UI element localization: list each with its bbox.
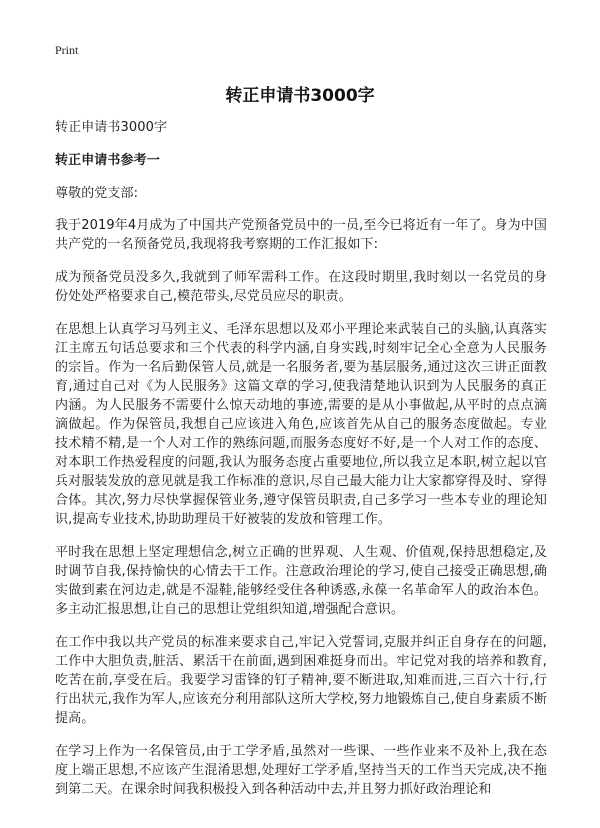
- body-paragraph: 在学习上作为一名保管员,由于工学矛盾,虽然对一些课、一些作业来不及补上,我在态度上端正思想,不应该产生混淆思想,处理好工学矛盾,坚持当天的工作当天完成,决不拖到第二天。在课余时间我积极投入到各种活动中去,并且努力抓好政治理论和: [55, 744, 547, 797]
- body-paragraph: 在工作中我以共产党员的标准来要求自己,牢记入党誓词,克服并纠正自身存在的问题,工作中大胆负责,脏活、累活干在前面,遇到困难挺身而出。牢记党对我的培养和教育,吃苦在前,享受在后。我要学习雷锋的钉子精神,要不断进取,知难而进,三百六十行,行行出状元,我作为军人,应该充分利用部队这所大学校,努力地锻炼自己,使自身素质不断提高。: [55, 635, 547, 726]
- body-paragraph: 成为预备党员没多久,我就到了师军需科工作。在这段时期里,我时刻以一名党员的身份处处严格要求自己,模范带头,尽党员应尽的职责。: [55, 270, 547, 304]
- document-subtitle: 转正申请书3000字: [55, 120, 168, 135]
- greeting-line: 尊敬的党支部:: [55, 186, 139, 201]
- body-paragraph: 平时我在思想上坚定理想信念,树立正确的世界观、人生观、价值观,保持思想稳定,及时调节自我,保持愉快的心情去干工作。注意政治理论的学习,使自己接受正确思想,确实做到素在河边走,就是不湿鞋,能够经受住各种诱惑,永葆一名革命军人的政治本色。多主动汇报思想,让自己的思想让党组织知道,增强配合意识。: [55, 545, 547, 617]
- document-body: [55, 118, 547, 813]
- body-paragraph: 我于2019年4月成为了中国共产党预备党员中的一员,至今已将近有一年了。身为中国共产党的一名预备党员,我现将我考察期的工作汇报如下:: [55, 218, 547, 252]
- print-link[interactable]: Print: [55, 43, 79, 57]
- section-heading: 转正申请书参考一: [55, 153, 160, 168]
- body-paragraph: 在思想上认真学习马列主义、毛泽东思想以及邓小平理论来武装自己的头脑,认真落实江主席五句话总要求和三个代表的科学内涵,自身实践,时刻牢记全心全意为人民服务的宗旨。作为一名后勤保管人员,就是一名服务者,要为基层服务,通过这次三讲正面教育,通过自己对《为人民服务》这篇文章的学习,使我清楚地认识到为人民服务的真正内涵。为人民服务不需要什么惊天动地的事迹,需要的是从小事做起,从平时的点点滴滴做起。作为保管员,我想自己应该进入角色,应该首先从自己的服务态度做起。专业技术精不精,是一个人对工作的熟练问题,而服务态度好不好,是一个人对工作的态度、对本职工作热爱程度的问题,我认为服务态度占重要地位,所以我立足本职,树立起以官兵对服装发放的意见就是我工作标准的意识,尽自己最大能力让大家都穿得及时、穿得合体。其次,努力尽快掌握保管业务,遵守保管员职责,自己多学习一些本专业的理论知识,提高专业技术,协助助理员干好被装的发放和管理工作。: [55, 322, 547, 527]
- document-title: 转正申请书3000字: [225, 86, 375, 106]
